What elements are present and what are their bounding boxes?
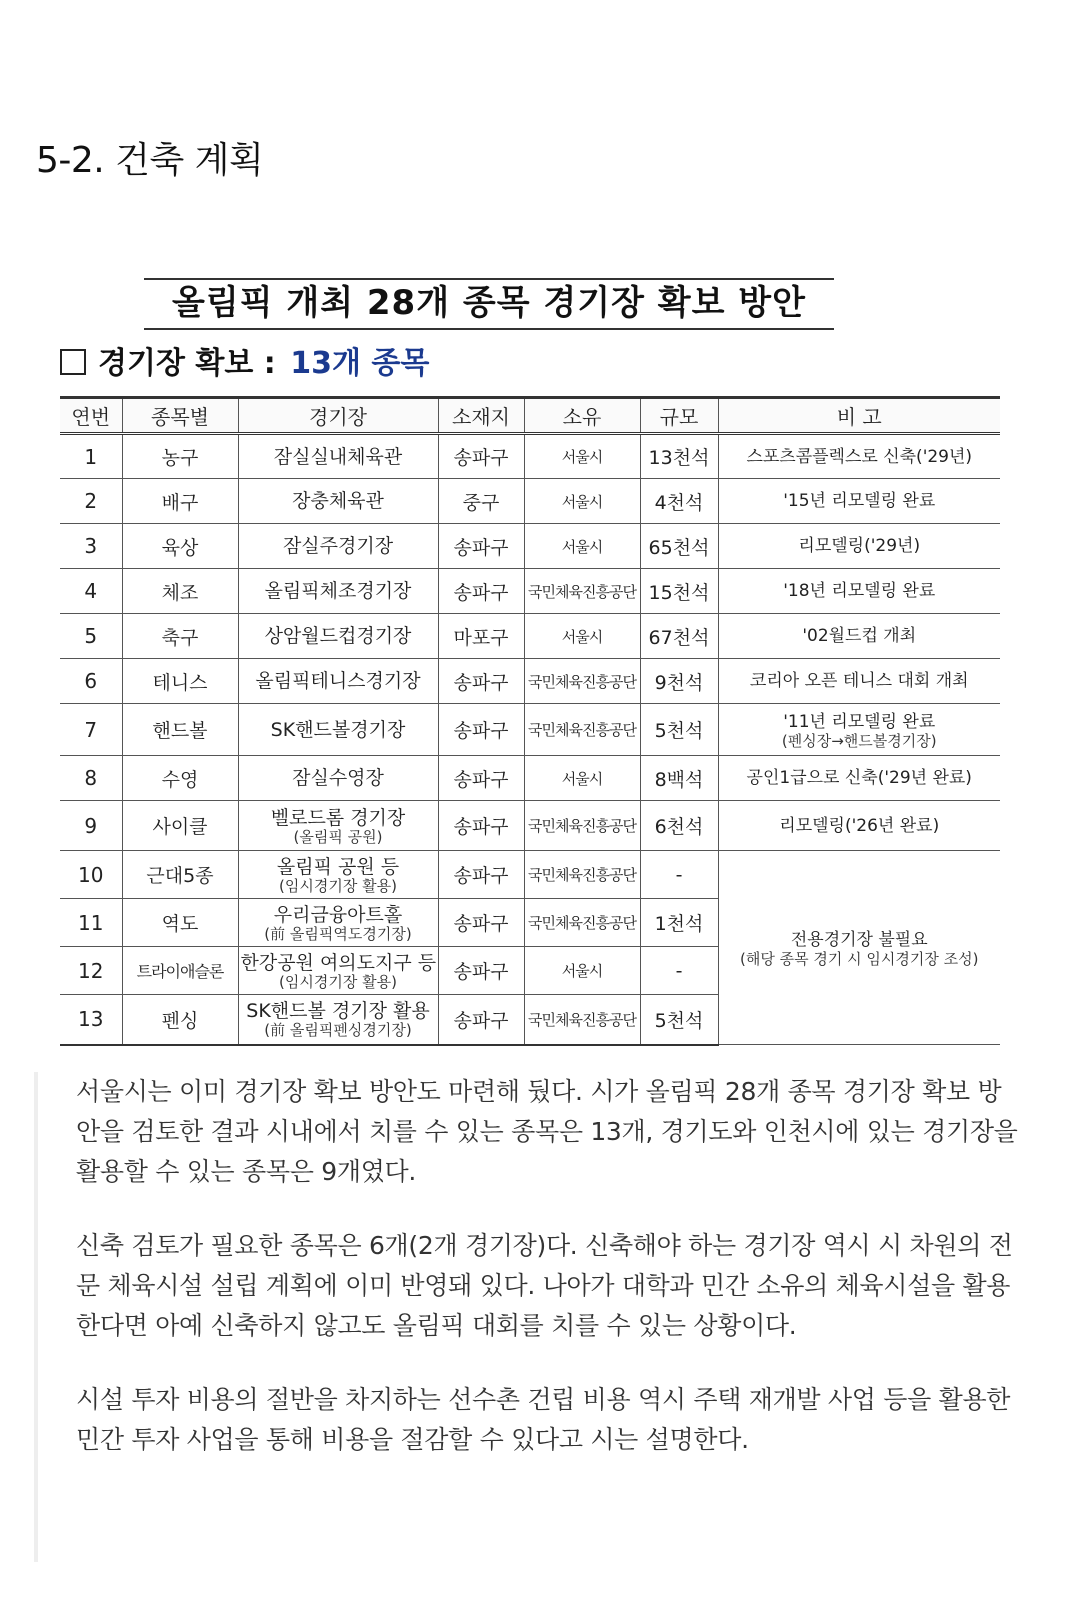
cell-no: 9 <box>60 801 122 851</box>
cell-no: 4 <box>60 569 122 614</box>
cell-no: 12 <box>60 947 122 995</box>
cell-venue <box>238 851 438 899</box>
cell-note <box>718 614 1000 659</box>
venue-name: SK핸드볼경기장 <box>270 718 406 741</box>
cell-owner: 서울시 <box>524 756 640 801</box>
cell-capacity: 5천석 <box>640 995 718 1045</box>
cell-venue <box>238 614 438 659</box>
venue-subtext: (임시경기장 활용) <box>279 972 397 991</box>
venue-name: 벨로드롬 경기장 <box>270 806 406 829</box>
venue-subtext: (前 올림픽펜싱경기장) <box>264 1021 412 1040</box>
cell-location: 송파구 <box>438 801 524 851</box>
cell-no: 10 <box>60 851 122 899</box>
note-text: '15년 리모델링 완료 <box>783 491 936 511</box>
cell-location: 송파구 <box>438 899 524 947</box>
cell-capacity: 15천석 <box>640 569 718 614</box>
col-header: 연번 <box>60 398 122 434</box>
note-text: 공인1급으로 신축('29년 완료) <box>746 768 972 788</box>
table-row <box>60 756 1000 801</box>
cell-location: 송파구 <box>438 851 524 899</box>
cell-note <box>718 756 1000 801</box>
cell-no: 2 <box>60 479 122 524</box>
table-row <box>60 569 1000 614</box>
cell-note <box>718 569 1000 614</box>
venue-name: 한강공원 여의도지구 등 <box>240 951 437 974</box>
cell-location: 중구 <box>438 479 524 524</box>
cell-location: 송파구 <box>438 569 524 614</box>
table-header-row <box>60 398 1000 434</box>
cell-capacity: 8백석 <box>640 756 718 801</box>
cell-capacity: 1천석 <box>640 899 718 947</box>
cell-location: 송파구 <box>438 756 524 801</box>
article-paragraph: 서울시는 이미 경기장 확보 방안도 마련해 뒀다. 시가 올림픽 28개 종목 경기장 확보 방안을 검토한 결과 시내에서 치를 수 있는 종목은 13개, 경기도와 인천시에 있는 경기장을 활용할 수 있는 종목은 9개였다. <box>76 1077 1018 1186</box>
note-text: 코리아 오픈 테니스 대회 개최 <box>749 671 969 691</box>
table-row <box>60 801 1000 851</box>
article-body <box>34 1072 1028 1562</box>
cell-note <box>718 801 1000 851</box>
cell-owner: 국민체육진흥공단 <box>524 704 640 756</box>
cell-venue <box>238 995 438 1045</box>
cell-owner: 서울시 <box>524 524 640 569</box>
venue-subtext: (前 올림픽역도경기장) <box>264 924 412 943</box>
venue-name: 올림픽 공원 등 <box>276 855 400 878</box>
venue-plan-figure <box>48 262 1028 1062</box>
col-header: 비 고 <box>718 398 1000 434</box>
subtitle-count: 13개 종목 <box>290 346 430 381</box>
cell-sport: 핸드볼 <box>122 704 238 756</box>
cell-location: 송파구 <box>438 704 524 756</box>
cell-note <box>718 479 1000 524</box>
venue-subtext: (올림픽 공원) <box>293 827 383 846</box>
cell-sport: 트라이애슬론 <box>122 947 238 995</box>
venue-name: 잠실주경기장 <box>282 535 394 557</box>
cell-sport: 축구 <box>122 614 238 659</box>
col-header: 경기장 <box>238 398 438 434</box>
cell-capacity: 9천석 <box>640 659 718 704</box>
cell-location: 송파구 <box>438 947 524 995</box>
venue-table <box>60 396 1000 1046</box>
cell-no: 3 <box>60 524 122 569</box>
table-row <box>60 434 1000 479</box>
cell-no: 1 <box>60 434 122 479</box>
cell-owner: 국민체육진흥공단 <box>524 801 640 851</box>
cell-no: 13 <box>60 995 122 1045</box>
table-row <box>60 851 1000 899</box>
table-row <box>60 614 1000 659</box>
table-row <box>60 659 1000 704</box>
venue-subtext: (임시경기장 활용) <box>279 876 397 895</box>
cell-capacity: - <box>640 851 718 899</box>
col-header: 소재지 <box>438 398 524 434</box>
cell-merged-note <box>718 851 1000 1045</box>
checkbox-bullet-icon <box>60 349 86 375</box>
cell-venue <box>238 569 438 614</box>
cell-note <box>718 524 1000 569</box>
venue-name: 상암월드컵경기장 <box>264 625 412 647</box>
cell-sport: 농구 <box>122 434 238 479</box>
col-header: 소유 <box>524 398 640 434</box>
cell-venue <box>238 434 438 479</box>
cell-capacity: 65천석 <box>640 524 718 569</box>
col-header: 종목별 <box>122 398 238 434</box>
cell-sport: 펜싱 <box>122 995 238 1045</box>
cell-sport: 사이클 <box>122 801 238 851</box>
cell-owner: 국민체육진흥공단 <box>524 659 640 704</box>
cell-sport: 역도 <box>122 899 238 947</box>
venue-name: 잠실실내체육관 <box>273 445 403 468</box>
note-text: '18년 리모델링 완료 <box>783 581 936 601</box>
cell-note <box>718 434 1000 479</box>
venue-name: 우리금융아트홀 <box>273 903 403 926</box>
venue-name: SK핸드볼 경기장 활용 <box>246 1000 430 1023</box>
note-text: '02월드컵 개최 <box>802 626 917 646</box>
cell-owner: 국민체육진흥공단 <box>524 851 640 899</box>
cell-venue <box>238 756 438 801</box>
merged-note-text: 전용경기장 불필요 <box>790 929 928 950</box>
cell-venue <box>238 704 438 756</box>
cell-sport: 근대5종 <box>122 851 238 899</box>
cell-owner: 국민체육진흥공단 <box>524 995 640 1045</box>
cell-no: 7 <box>60 704 122 756</box>
cell-sport: 수영 <box>122 756 238 801</box>
cell-owner: 국민체육진흥공단 <box>524 569 640 614</box>
cell-owner: 국민체육진흥공단 <box>524 899 640 947</box>
cell-no: 11 <box>60 899 122 947</box>
figure-title: 올림픽 개최 28개 종목 경기장 확보 방안 <box>144 278 834 330</box>
cell-owner: 서울시 <box>524 947 640 995</box>
cell-sport: 테니스 <box>122 659 238 704</box>
venue-name: 올림픽체조경기장 <box>264 580 412 602</box>
cell-venue <box>238 899 438 947</box>
note-text: 스포츠콤플렉스로 신축('29년) <box>746 446 973 467</box>
note-text: '11년 리모델링 완료 <box>783 711 936 732</box>
cell-venue <box>238 479 438 524</box>
col-header: 규모 <box>640 398 718 434</box>
cell-capacity: 4천석 <box>640 479 718 524</box>
table-row <box>60 524 1000 569</box>
cell-location: 송파구 <box>438 524 524 569</box>
cell-owner: 서울시 <box>524 434 640 479</box>
note-subtext: (펜싱장→핸드볼경기장) <box>781 731 937 750</box>
cell-location: 송파구 <box>438 995 524 1045</box>
cell-location: 송파구 <box>438 659 524 704</box>
cell-capacity: 13천석 <box>640 434 718 479</box>
merged-note-subtext: (해당 종목 경기 시 임시경기장 조성) <box>740 949 979 968</box>
figure-subtitle <box>60 338 429 382</box>
cell-location: 마포구 <box>438 614 524 659</box>
table-row <box>60 704 1000 756</box>
cell-no: 6 <box>60 659 122 704</box>
cell-note <box>718 704 1000 756</box>
cell-sport: 배구 <box>122 479 238 524</box>
cell-capacity: 6천석 <box>640 801 718 851</box>
cell-capacity: 67천석 <box>640 614 718 659</box>
subtitle-prefix: 경기장 확보 : <box>98 346 276 381</box>
cell-owner: 서울시 <box>524 479 640 524</box>
cell-note <box>718 659 1000 704</box>
venue-name: 올림픽테니스경기장 <box>255 670 421 692</box>
cell-location: 송파구 <box>438 434 524 479</box>
article-paragraph: 신축 검토가 필요한 종목은 6개(2개 경기장)다. 신축해야 하는 경기장 역시 시 차원의 전문 체육시설 설립 계획에 이미 반영돼 있다. 나아가 대학과 민간 소유의 체육시설을 활용한다면 아예 신축하지 않고도 올림픽 대회를 치를 수 있는 상황이다. <box>76 1231 1013 1340</box>
section-heading: 5-2. 건축 계획 <box>36 140 264 181</box>
cell-no: 5 <box>60 614 122 659</box>
table-row <box>60 479 1000 524</box>
cell-owner: 서울시 <box>524 614 640 659</box>
cell-venue <box>238 659 438 704</box>
cell-capacity: - <box>640 947 718 995</box>
note-text: 리모델링('26년 완료) <box>779 815 940 836</box>
cell-no: 8 <box>60 756 122 801</box>
venue-name: 장충체육관 <box>292 490 384 512</box>
cell-sport: 체조 <box>122 569 238 614</box>
article-paragraph: 시설 투자 비용의 절반을 차지하는 선수촌 건립 비용 역시 주택 재개발 사업 등을 활용한 민간 투자 사업을 통해 비용을 절감할 수 있다고 시는 설명한다. <box>76 1385 1011 1454</box>
cell-capacity: 5천석 <box>640 704 718 756</box>
cell-venue <box>238 801 438 851</box>
cell-sport: 육상 <box>122 524 238 569</box>
venue-name: 잠실수영장 <box>292 767 384 789</box>
cell-venue <box>238 947 438 995</box>
cell-venue <box>238 524 438 569</box>
note-text: 리모델링('29년) <box>798 536 921 556</box>
